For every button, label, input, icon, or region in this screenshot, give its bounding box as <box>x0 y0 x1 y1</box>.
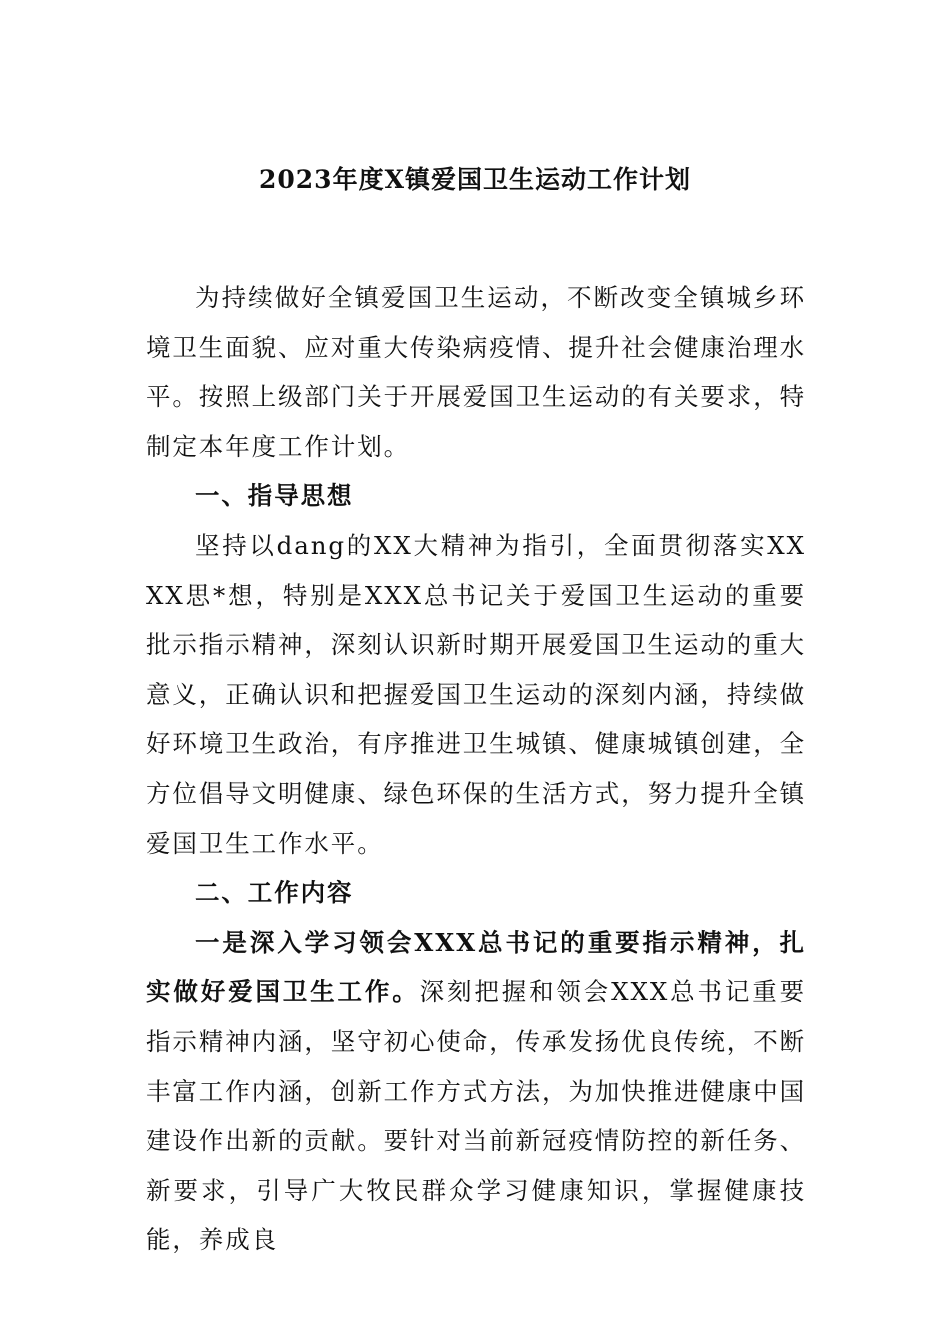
intro-paragraph: 为持续做好全镇爱国卫生运动，不断改变全镇城乡环境卫生面貌、应对重大传染病疫情、提升社会健康治理水平。按照上级部门关于开展爱国卫生运动的有关要求，特制定本年度工作计划。 <box>146 283 806 461</box>
work-item-text: 深刻把握和领会XXX总书记重要指示精神内涵，坚守初心使命，传承发扬优良传统，不断丰富工作内涵，创新工作方式方法，为加快推进健康中国建设作出新的贡献。要针对当前新冠疫情防控的新任务、新要求，引导广大牧民群众学习健康知识，掌握健康技能，养成良 <box>146 977 806 1255</box>
work-item-lead: 一是深入学习领会XXX总书记的重要指示精神，扎实做好爱国卫生工作。 <box>146 927 806 1007</box>
guiding-ideology-paragraph: 坚持以dang的XX大精神为指引，全面贯彻落实XXXX思*想，特别是XXX总书记关于爱国卫生运动的重要批示指示精神，深刻认识新时期开展爱国卫生运动的重大意义，正确认识和把握爱国卫生运动的深刻内涵，持续做好环境卫生政治，有序推进卫生城镇、健康城镇创建，全方位倡导文明健康、绿色环保的生活方式，努力提升全镇爱国卫生工作水平。 <box>146 530 806 858</box>
work-content-paragraph <box>146 918 806 1265</box>
section-heading-guiding-ideology: 一、指导思想 <box>195 481 354 511</box>
document-body <box>146 273 806 1265</box>
document-title: 2023年度X镇爱国卫生运动工作计划 <box>259 165 691 194</box>
section-heading-work-content: 二、工作内容 <box>195 878 354 908</box>
